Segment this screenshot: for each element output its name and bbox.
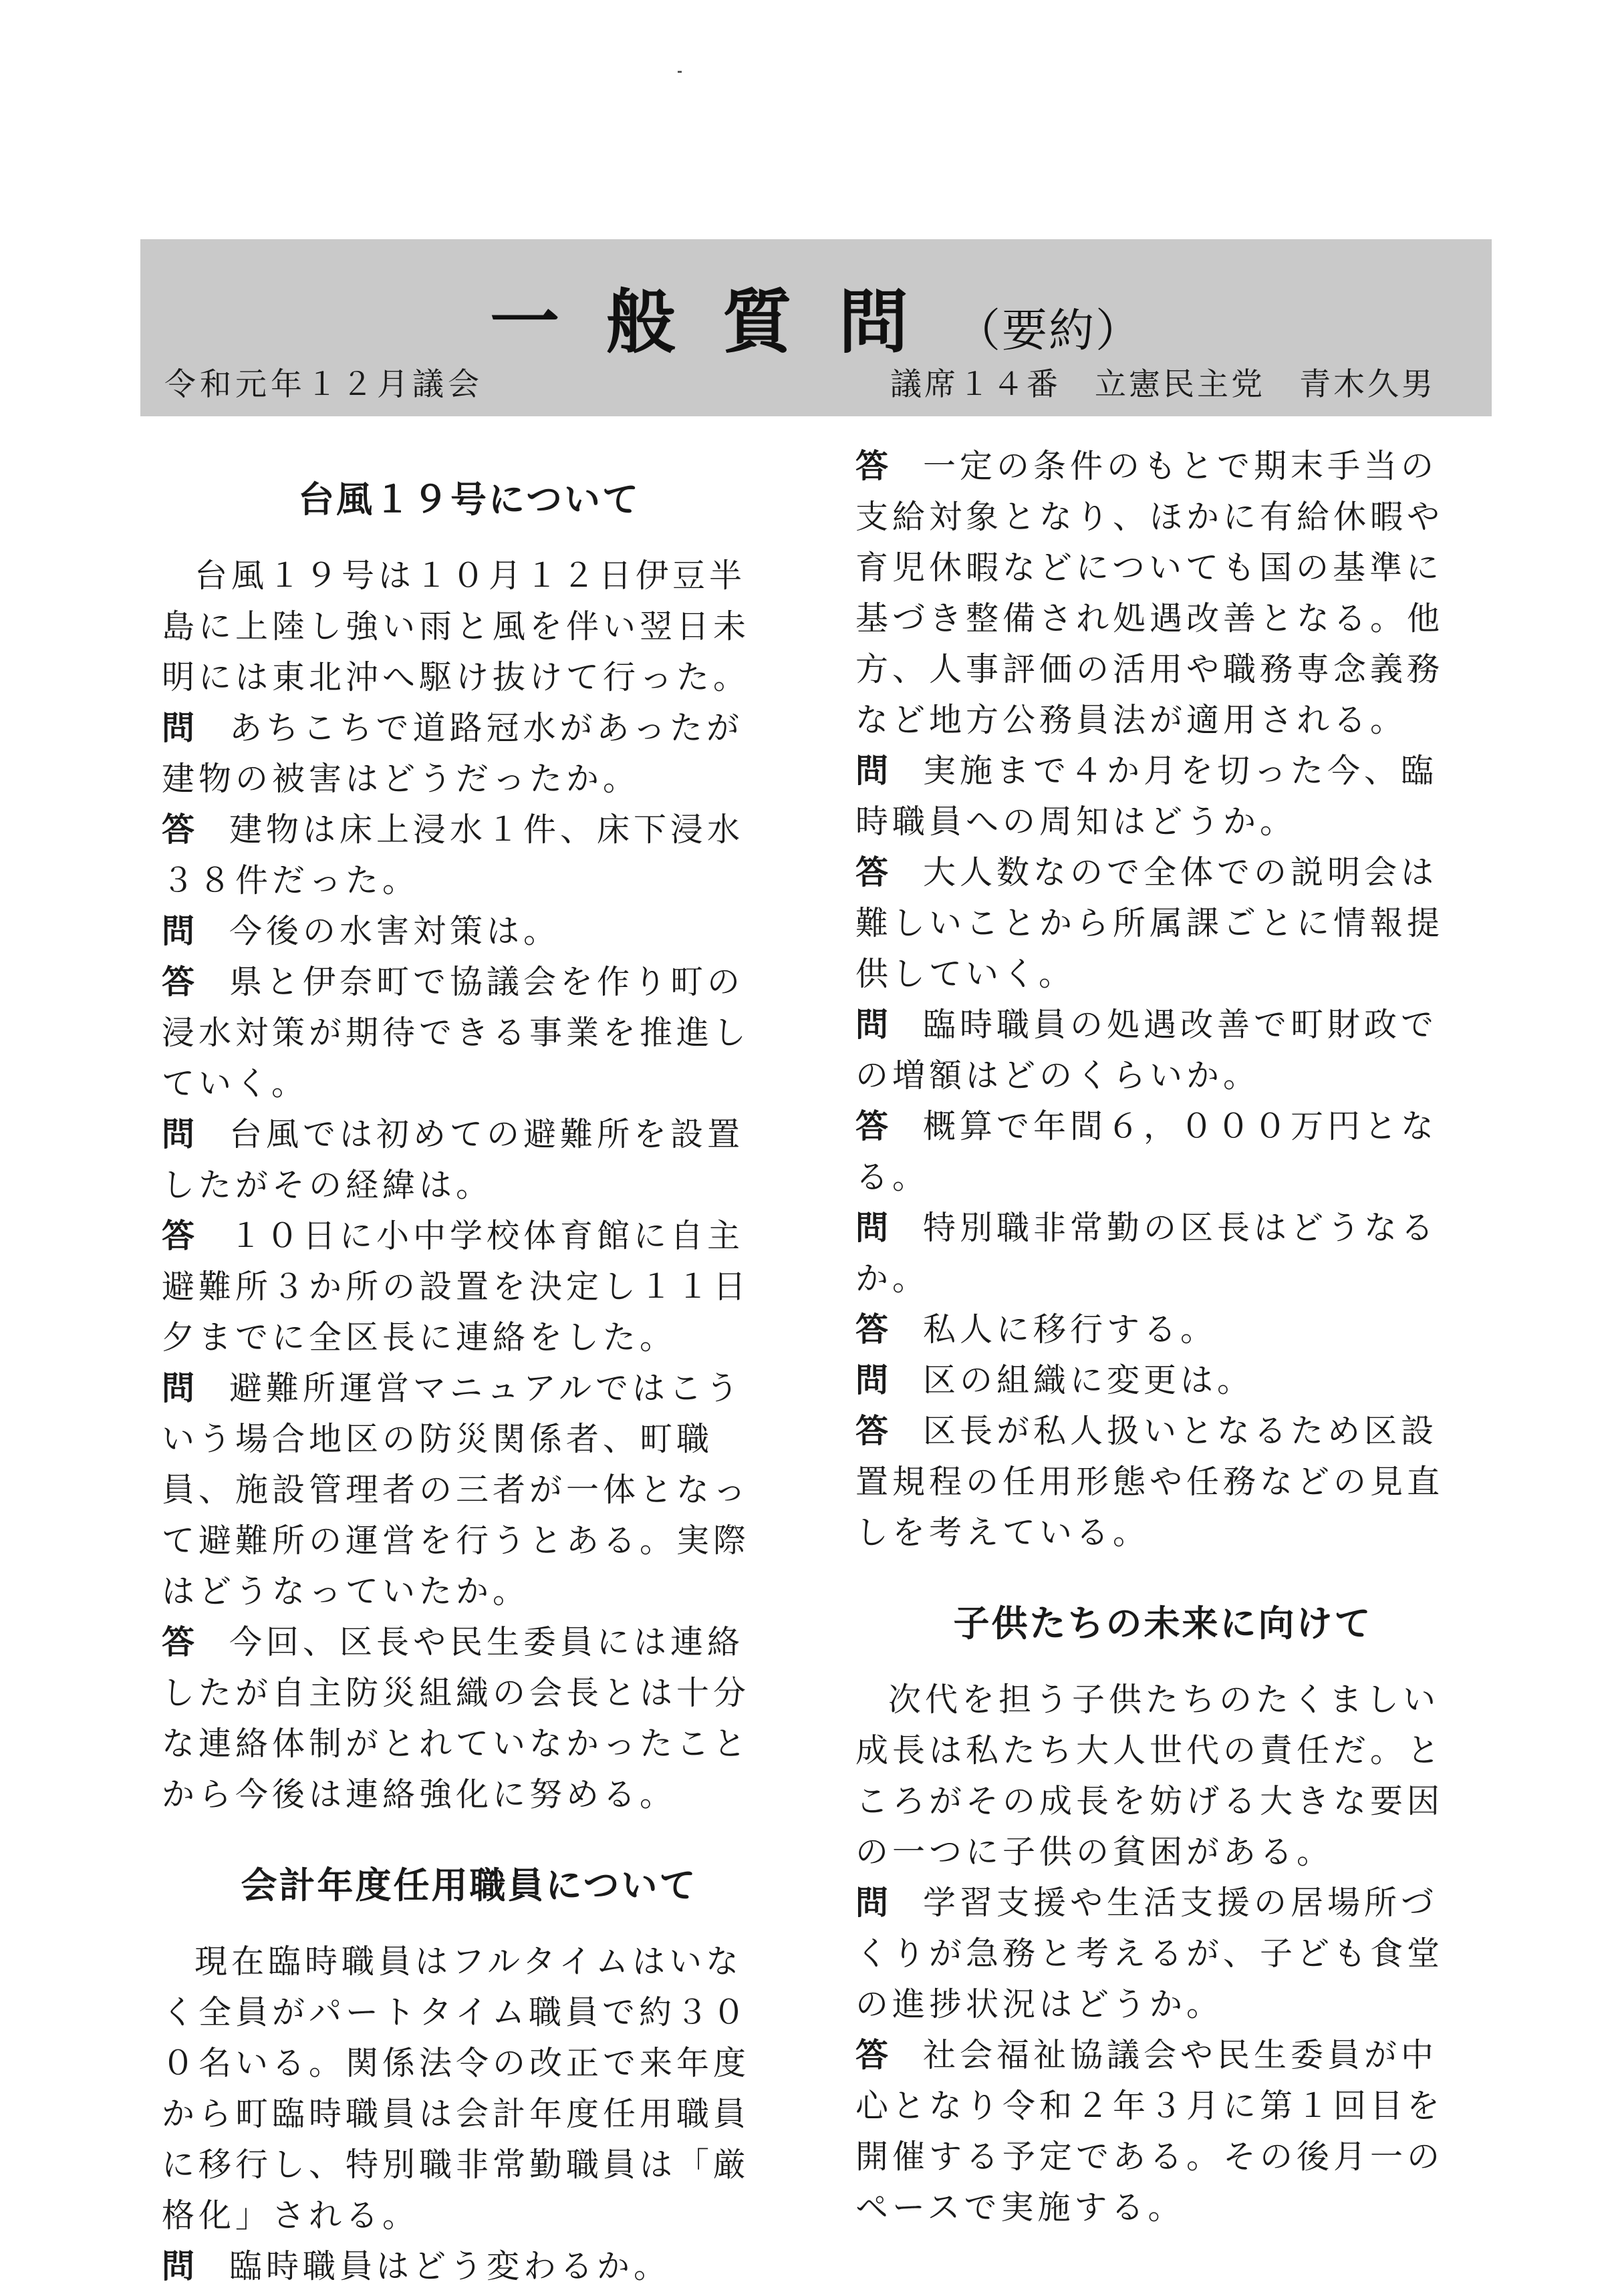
qa-item — [162, 2241, 777, 2292]
qa-mark: 問 — [855, 1884, 893, 1922]
qa-mark: 問 — [162, 1115, 199, 1153]
member-label: 議席１４番 立憲民主党 青木久男 — [890, 366, 1436, 403]
qa-text: １０日に小中学校体育館に自主避難所３か所の設置を決定し１１日夕までに全区長に連絡をした。 — [162, 1217, 751, 1356]
qa-item — [162, 1617, 777, 1820]
qa-item — [162, 1109, 777, 1211]
qa-text: 区長が私人扱いとなるため区設置規程の任用形態や任務などの見直しを考えている。 — [855, 1412, 1444, 1552]
section-heading-typhoon: 台風１９号について — [298, 478, 640, 521]
qa-text: 臨時職員の処遇改善で町財政での増額はどのくらいか。 — [855, 1006, 1438, 1095]
qa-text: 実施まで４か月を切った今、臨時職員への周知はどうか。 — [855, 752, 1438, 841]
qa-item — [162, 805, 777, 906]
qa-mark: 答 — [855, 447, 893, 485]
section-intro-children: 次代を担う子供たちのたくましい成長は私たち大人世代の責任だ。ところがその成長を妨げる大きな要因の一つに子供の貧困がある。 — [855, 1681, 1444, 1871]
qa-text: 社会福祉協議会や民生委員が中心となり令和２年３月に第１回目を開催する予定である。その後月一のペースで実施する。 — [855, 2036, 1444, 2227]
qa-item — [855, 746, 1470, 847]
qa-item — [855, 1000, 1470, 1101]
header-band — [140, 239, 1492, 416]
qa-mark: 答 — [162, 1623, 199, 1661]
qa-text: 今後の水害対策は。 — [229, 912, 561, 950]
qa-text: 私人に移行する。 — [923, 1310, 1218, 1348]
qa-mark: 答 — [855, 1412, 893, 1450]
qa-mark: 問 — [855, 1006, 893, 1044]
right-column — [855, 441, 1470, 2233]
qa-mark: 答 — [162, 963, 199, 1001]
qa-item — [162, 1211, 777, 1363]
qa-text: 避難所運営マニュアルではこういう場合地区の防災関係者、町職員、施設管理者の三者が一体となって避難所の運営を行うとある。実際はどうなっていたか。 — [162, 1369, 751, 1610]
qa-text: 建物は床上浸水１件、床下浸水３８件だった。 — [162, 811, 745, 899]
qa-text: あちこちで道路冠水があったが建物の被害はどうだったか。 — [162, 709, 744, 798]
qa-mark: 問 — [162, 1369, 199, 1407]
qa-mark: 問 — [162, 912, 199, 950]
qa-mark: 答 — [162, 1217, 199, 1255]
qa-item — [855, 1406, 1470, 1558]
qa-item — [855, 441, 1470, 746]
qa-mark: 問 — [162, 709, 199, 747]
qa-item — [855, 1878, 1470, 2030]
qa-item — [855, 1355, 1470, 1406]
left-column — [162, 461, 777, 2292]
qa-mark: 問 — [162, 2247, 199, 2285]
qa-text: 概算で年間６，０００万円となる。 — [855, 1107, 1438, 1196]
qa-mark: 答 — [855, 1107, 893, 1145]
qa-item — [855, 1304, 1470, 1355]
qa-text: 一定の条件のもとで期末手当の支給対象となり、ほかに有給休暇や育児休暇などについても国の基準に基づき整備され処遇改善となる。他方、人事評価の活用や職務専念義務など地方公務員法が適用される。 — [855, 447, 1444, 739]
section-intro-staff: 現在臨時職員はフルタイムはいなく全員がパートタイム職員で約３００名いる。関係法令の改正で来年度から町臨時職員は会計年度任用職員に移行し、特別職非常勤職員は「厳格化」される。 — [162, 1943, 751, 2235]
qa-text: 今回、区長や民生委員には連絡したが自主防災組織の会長とは十分な連絡体制がとれていなかったことから今後は連絡強化に努める。 — [162, 1623, 751, 1814]
section-heading-children: 子供たちの未来に向けて — [953, 1602, 1373, 1644]
qa-text: 県と伊奈町で協議会を作り町の浸水対策が期待できる事業を推進していく。 — [162, 963, 751, 1103]
section-intro-typhoon: 台風１９号は１０月１２日伊豆半島に上陸し強い雨と風を伴い翌日未明には東北沖へ駆け抜けて行った。 — [162, 557, 751, 696]
qa-item — [855, 1101, 1470, 1203]
qa-text: 区の組織に変更は。 — [923, 1361, 1254, 1399]
qa-text: 大人数なので全体での説明会は難しいことから所属課ごとに情報提供していく。 — [855, 853, 1444, 993]
qa-mark: 問 — [855, 752, 893, 790]
qa-mark: 問 — [855, 1209, 893, 1247]
title-main: 一般質問 — [489, 281, 955, 363]
qa-item — [162, 1363, 777, 1617]
qa-item — [162, 906, 777, 957]
qa-mark: 答 — [855, 2036, 893, 2074]
qa-item — [162, 703, 777, 805]
qa-mark: 答 — [855, 1310, 893, 1348]
qa-mark: 問 — [855, 1361, 893, 1399]
title-suffix: （要約） — [955, 305, 1143, 357]
session-label: 令和元年１２月議会 — [164, 366, 483, 403]
qa-mark: 答 — [162, 811, 199, 849]
qa-item — [855, 847, 1470, 1000]
qa-item — [855, 2030, 1470, 2233]
page-title — [140, 266, 1492, 366]
qa-text: 学習支援や生活支援の居場所づくりが急務と考えるが、子ども食堂の進捗状況はどうか。 — [855, 1884, 1444, 2023]
qa-item — [162, 957, 777, 1109]
qa-item — [855, 1203, 1470, 1304]
qa-text: 特別職非常勤の区長はどうなるか。 — [855, 1209, 1438, 1298]
section-heading-staff: 会計年度任用職員について — [241, 1864, 698, 1906]
qa-text: 台風では初めての避難所を設置したがその経緯は。 — [162, 1115, 745, 1204]
qa-text: 臨時職員はどう変わるか。 — [229, 2247, 671, 2285]
qa-mark: 答 — [855, 853, 893, 891]
